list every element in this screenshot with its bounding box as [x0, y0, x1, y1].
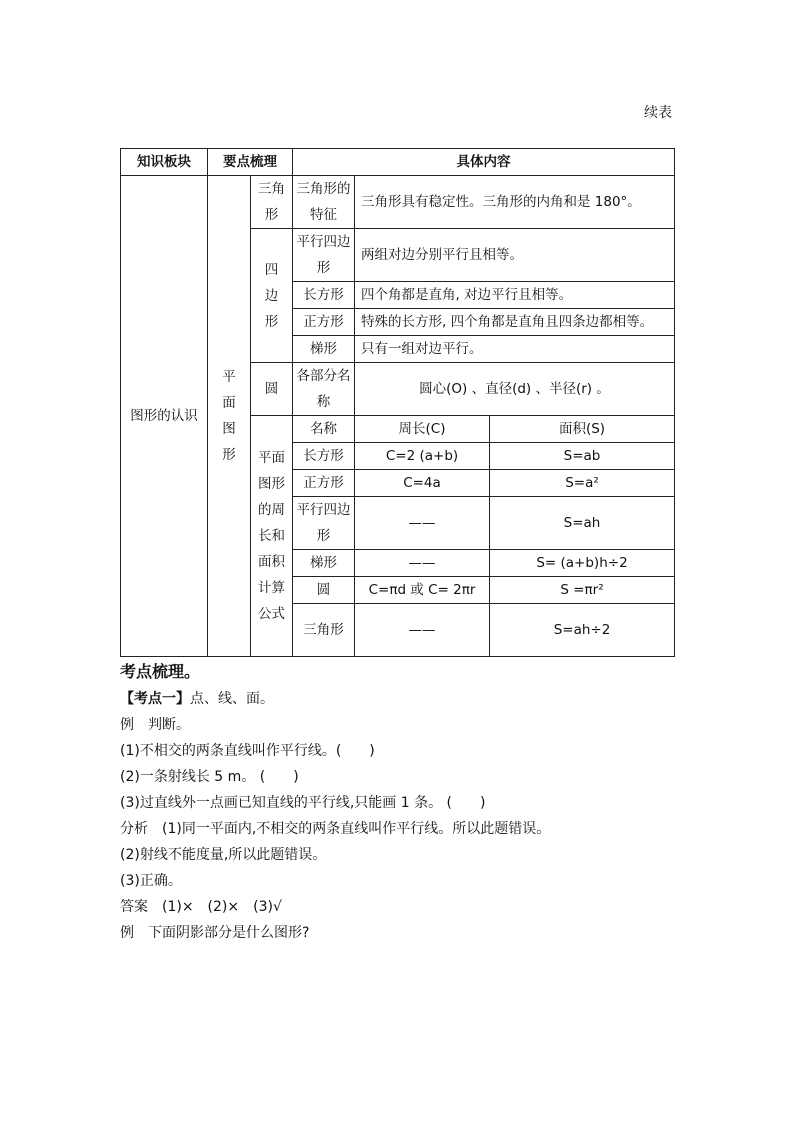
formula-name: 长方形 [293, 443, 355, 470]
formula-perimeter: —— [355, 550, 490, 577]
formula-name: 圆 [293, 577, 355, 604]
circle-content: 圆心(O) 、直径(d) 、半径(r) 。 [355, 363, 675, 416]
formula-perimeter: —— [355, 497, 490, 550]
text-line: 分析 (1)同一平面内,不相交的两条直线叫作平行线。所以此题错误。 [120, 821, 551, 837]
formula-col-header: 周长(C) [355, 416, 490, 443]
triangle-item-label: 三角形的特征 [296, 181, 351, 223]
triangle-group [251, 176, 293, 229]
formula-area: S=ab [490, 443, 675, 470]
section-heading: 考点梳理。 [120, 662, 201, 681]
quad-name: 正方形 [293, 309, 355, 336]
triangle-content: 三角形具有稳定性。三角形的内角和是 180°。 [355, 176, 675, 229]
quad-content: 两组对边分别平行且相等。 [355, 229, 675, 282]
formula-name: 梯形 [293, 550, 355, 577]
text-line: (1)不相交的两条直线叫作平行线。( ) [120, 743, 375, 759]
formula-name: 三角形 [293, 604, 355, 657]
formula-area: S=ah [490, 497, 675, 550]
formula-area: S =πr² [490, 577, 675, 604]
quad-name: 长方形 [293, 282, 355, 309]
formula-name [293, 497, 355, 550]
formula-area: S= (a+b)h÷2 [490, 550, 675, 577]
header-content: 具体内容 [293, 149, 675, 176]
quad-name [293, 229, 355, 282]
quad-group [251, 229, 293, 363]
formula-group [251, 416, 293, 657]
formula-name-label: 平行四边形 [296, 502, 351, 544]
point-text: 点、线、面。 [190, 691, 274, 707]
quad-name: 梯形 [293, 336, 355, 363]
text-line: 例 判断。 [120, 717, 190, 733]
point-label: 【考点一】 [120, 691, 190, 707]
point-line [120, 686, 720, 712]
formula-perimeter: C=πd 或 C= 2πr [355, 577, 490, 604]
quad-content: 只有一组对边平行。 [355, 336, 675, 363]
text-line: (3)正确。 [120, 873, 182, 889]
formula-col-header: 面积(S) [490, 416, 675, 443]
circle-item-label: 各部分名称 [296, 368, 351, 410]
formula-perimeter: C=2 (a+b) [355, 443, 490, 470]
table-row [121, 176, 675, 229]
knowledge-table [120, 148, 675, 657]
subsection-cell [208, 176, 251, 657]
text-line: (2)射线不能度量,所以此题错误。 [120, 847, 327, 863]
section-cell: 图形的认识 [121, 176, 208, 657]
header-row [121, 149, 675, 176]
formula-name: 正方形 [293, 470, 355, 497]
formula-area: S=ah÷2 [490, 604, 675, 657]
quad-content: 四个角都是直角, 对边平行且相等。 [355, 282, 675, 309]
answer-line: 答案 (1)× (2)× (3)√ [120, 899, 282, 915]
quad-content: 特殊的长方形, 四个角都是直角且四条边都相等。 [355, 309, 675, 336]
exercise-body [120, 658, 720, 946]
formula-col-header: 名称 [293, 416, 355, 443]
formula-area: S=a² [490, 470, 675, 497]
triangle-item [293, 176, 355, 229]
continued-label: 续表 [644, 105, 672, 121]
quad-group-label: 四边形 [264, 261, 279, 330]
quad-name-label: 平行四边形 [296, 234, 351, 276]
circle-item [293, 363, 355, 416]
triangle-group-label: 三角形 [258, 181, 285, 223]
subsection-label: 平面图形 [222, 369, 236, 463]
circle-group: 圆 [251, 363, 293, 416]
text-line: (3)过直线外一点画已知直线的平行线,只能画 1 条。 ( ) [120, 795, 486, 811]
header-section: 知识板块 [121, 149, 208, 176]
header-points: 要点梳理 [208, 149, 293, 176]
formula-perimeter: C=4a [355, 470, 490, 497]
text-line: 例 下面阴影部分是什么图形? [120, 925, 310, 941]
formula-group-label: 平面图形的周长和面积计算公式 [258, 450, 285, 622]
text-line: (2)一条射线长 5 m。 ( ) [120, 769, 299, 785]
formula-perimeter: —— [355, 604, 490, 657]
